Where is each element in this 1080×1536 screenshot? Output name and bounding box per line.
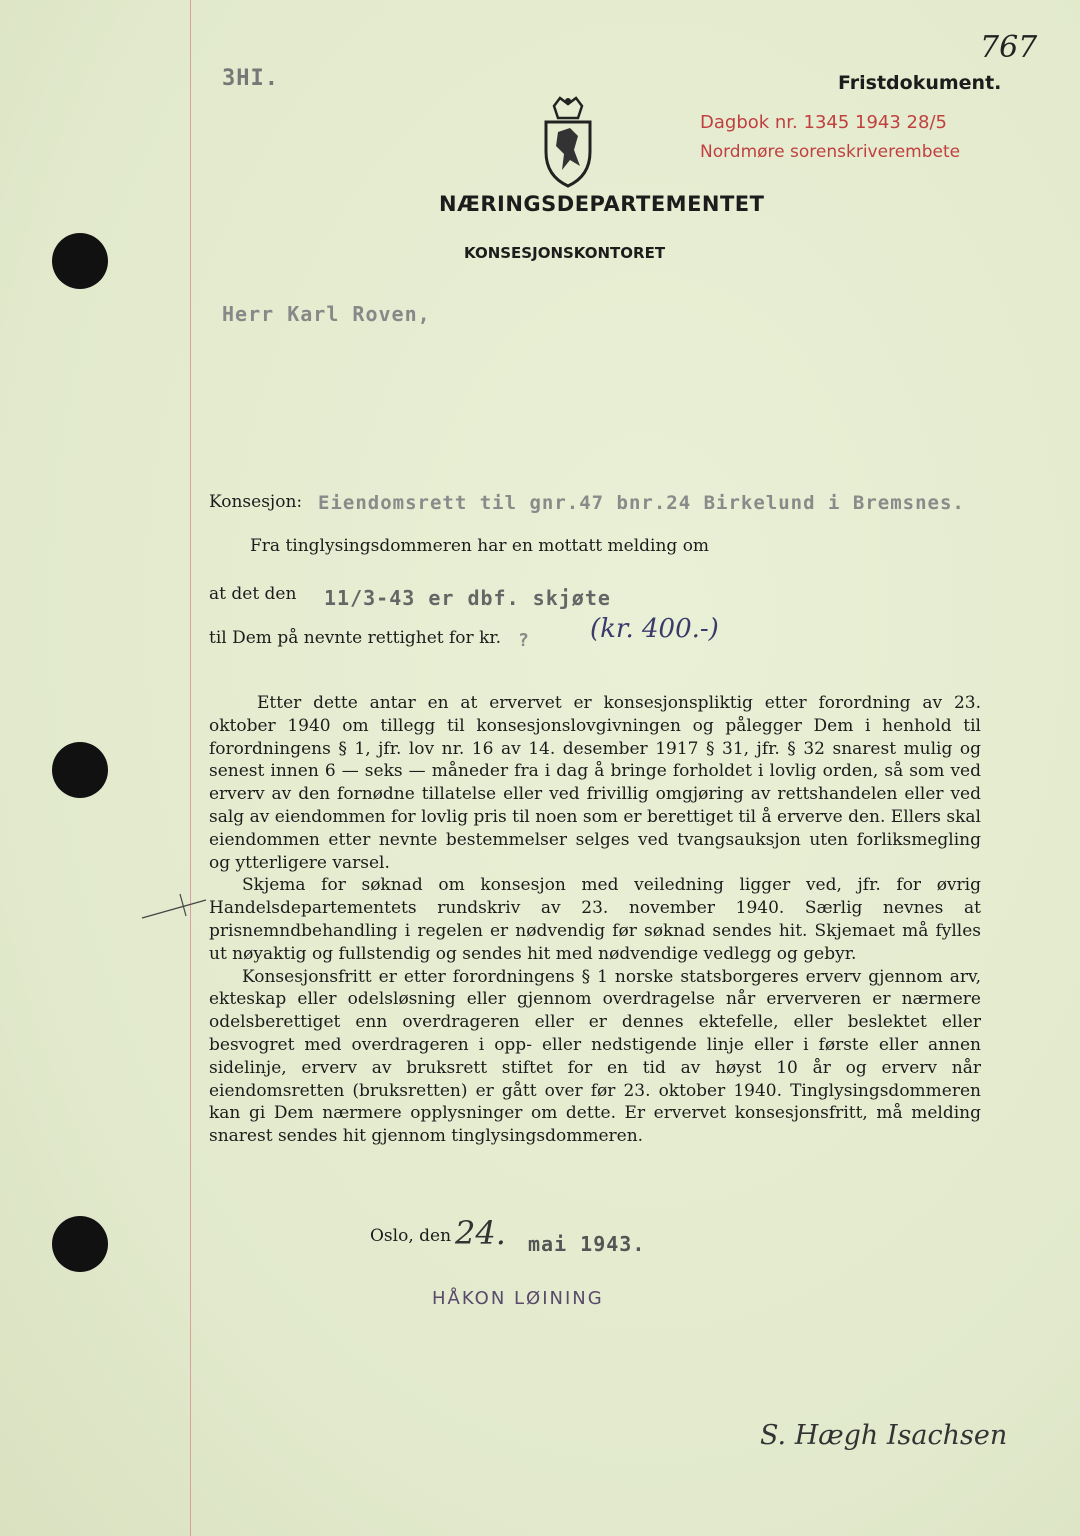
paragraph: Skjema for søknad om konsesjon med veiledning ligger ved, jfr. for øvrig Handelsdepartementets rundskriv av 23. november 1940. Særlig nevnes at prisnemndbehandling i regelen er nødvendig før søknad sendes hit. Skjemaet må fylles ut nøyaktig og fullstendig og sendes hit med nødvendige vedlegg og gebyr. (209, 875, 981, 964)
notice-date-value: 11/3-43 er dbf. skjøte (324, 586, 611, 610)
pencil-mark-icon (140, 890, 210, 920)
punch-hole (52, 233, 108, 289)
konsesjon-value: Eiendomsrett til gnr.47 bnr.24 Birkelund i Bremsnes. (318, 492, 965, 514)
signature: S. Hægh Isachsen (760, 1420, 1008, 1451)
konsesjon-label: Konsesjon: (209, 492, 303, 512)
place-label: Oslo, den (370, 1226, 452, 1246)
notice-line-1: Fra tinglysingsdommeren har en mottatt melding om (250, 536, 710, 556)
department-name: NÆRINGSDEPARTEMENTET (439, 192, 765, 216)
date-month-year: mai 1943. (528, 1232, 646, 1256)
notice-amount-value: ? (518, 630, 530, 651)
coat-of-arms-icon (540, 96, 596, 188)
notice-date-label: at det den (209, 584, 297, 604)
punch-hole (52, 1216, 108, 1272)
page-number: 767 (980, 30, 1038, 65)
office-name: KONSESJONSKONTORET (464, 244, 666, 262)
document-type: Fristdokument. (838, 72, 1002, 94)
notice-amount-label: til Dem på nevnte rettighet for kr. (209, 628, 502, 648)
paragraph: Etter dette antar en at ervervet er konsesjonspliktig etter forordning av 23. oktober 1940 om tillegg til konsesjonslovgivningen og pålegger Dem i henhold til forordningens § 1, jfr. lov nr. 16 av 14. desember 1917 § 31, jfr. § 32 snarest mulig og senest innen 6 — seks — måneder fra i dag å bringe forholdet i lovlig orden, så som ved erverv av den fornødne tillatelse eller ved frivillig omgjøring av rettshandelen eller ved salg av eiendommen for lovlig pris til noen som er berettiget til å erverve den. Ellers skal eiendommen etter nevnte bestemmelser selges ved tvangsauksjon uten forliksmegling og ytterligere varsel. (209, 693, 981, 873)
stamp-line-1: Dagbok nr. 1345 1943 28/5 (700, 112, 947, 133)
name-stamp: HÅKON LØINING (432, 1288, 604, 1309)
stamp-line-2: Nordmøre sorenskriverembete (700, 142, 961, 162)
handwritten-amount: (kr. 400.-) (590, 614, 719, 644)
punch-hole (52, 742, 108, 798)
reference-code: 3HI. (222, 66, 279, 91)
date-day: 24. (455, 1214, 506, 1252)
body-text (209, 692, 981, 1148)
paragraph: Konsesjonsfritt er etter forordningens § 1 norske statsborgeres erverv gjennom arv, ekteskap eller odelsløsning eller gjennom overdragelse når erververen er nærmere odelsberettiget enn overdrageren eller er dennes ektefelle, eller beslektet eller besvogret med overdrageren i opp- eller nedstigende linje eller i første eller annen sidelinje, erverv av bruksrett stiftet for en tid av høyst 10 år og erverv når eiendomsretten (bruksretten) er gått over før 23. oktober 1940. Tinglysingsdommeren kan gi Dem nærmere opplysninger om dette. Er ervervet konsesjonsfritt, må melding snarest sendes hit gjennom tinglysingsdommeren. (209, 966, 981, 1147)
recipient: Herr Karl Roven, (222, 302, 431, 326)
margin-line (190, 0, 191, 1536)
